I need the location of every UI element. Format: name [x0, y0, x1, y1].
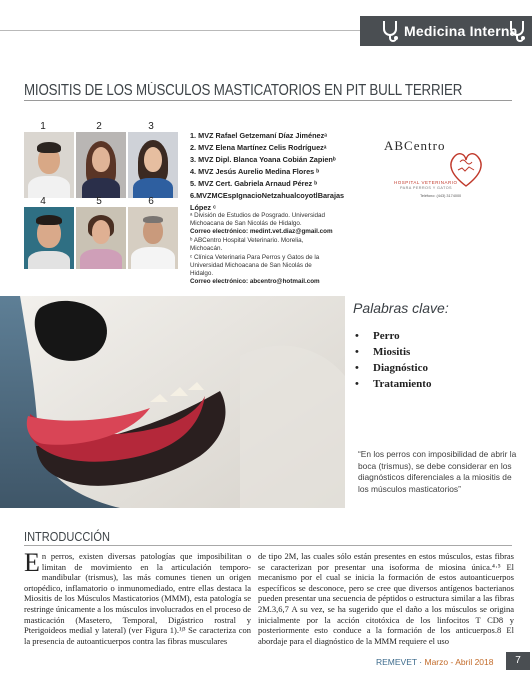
section-heading: INTRODUCCIÓN: [24, 529, 110, 544]
affiliation-a-cont: Michoacana de San Nicolás de Hidalgo.: [190, 220, 302, 227]
photo-number: 1: [40, 121, 46, 132]
photo-number: 3: [148, 121, 154, 132]
body-text: de tipo 2M, las cuales sólo están presentes en estos músculos, estas fibras se caracterizan por presentar una isoforma de miosina única.⁴·⁵ El mecanismo por el cual se inicia la formación de estos autoanticuerpos específicos se desconoce, pero se cree que diversos antígenos bacterianos pueden presentar una secuencia de péptidos o estructura similar a las fibras 2M.3,6,7 A su vez, se ha sugerido que el daño a los músculos se origina inicialmente por la acción citotóxica de los linfocitos T CD8 y posteriormente esto conduce a la formación de los anticuerpos.8 El abordaje para el diagnóstico de la MMM requiere el uso: [258, 551, 514, 646]
author-3: 3. MVZ Dipl. Blanca Yoana Cobián Zapienᵇ: [190, 155, 336, 164]
heading-rule: [24, 545, 512, 546]
photo-number: 2: [96, 121, 102, 132]
clinic-logo-subtitle: HOSPITAL VETERINARIO: [394, 180, 458, 185]
photo-number: 4: [40, 196, 46, 207]
page-number: 7: [506, 652, 530, 670]
author-2: 2. MVZ Elena Martínez Celis Rodríguezᵃ: [190, 143, 327, 152]
body-text: n perros, existen diversas patologías que imposibilitan o limitan de movimiento en la articulación temporo-mandibular (trismus), las más comunes tienen un origen ortopédico, inflamatorio o inmunomediado, entre ellas destaca la Miositis de los Músculos Masticatorios (MMM), esta patología se restringe únicamente a los músculos involucrados en el proceso de masticación (Masetero, Temporal, Digástrico rostral y Pterigoideos medial y lateral) (ver Figura 1).¹ʲ³ Se caracteriza con la presencia de autoanticuerpos contra las fibras musculares: [24, 551, 251, 646]
clinic-logo-name: ABCentro: [384, 138, 446, 153]
dog-photo: [0, 296, 345, 508]
stethoscope-icon: [506, 19, 528, 43]
footer-journal: REMEVET · Marzo - Abril 2018: [376, 657, 494, 667]
affiliation-c-cont2: Hidalgo.: [190, 270, 214, 277]
section-title: Medicina Interna: [404, 23, 518, 39]
header-rule: [0, 30, 360, 31]
title-rule: [24, 100, 512, 101]
keyword-item: • Tratamiento: [355, 378, 432, 390]
author-photo-4: [24, 207, 74, 269]
keyword-item: • Miositis: [355, 346, 411, 358]
affiliation-c-cont: Universidad Michoacana de San Nicolás de: [190, 262, 312, 269]
keyword-item: • Diagnóstico: [355, 362, 428, 374]
keyword-item: • Perro: [355, 330, 400, 342]
author-5: 5. MVZ Cert. Gabriela Arnaud Pérez ᵇ: [190, 179, 318, 188]
author-4: 4. MVZ Jesús Aurelio Medina Flores ᵇ: [190, 167, 320, 176]
photo-number: 6: [148, 196, 154, 207]
author-photo-5: [76, 207, 126, 269]
photo-number: 5: [96, 196, 102, 207]
author-photo-2: [76, 132, 126, 198]
author-1: 1. MVZ Rafael Getzemaní Díaz Jiménezᵃ: [190, 131, 327, 140]
affiliation-b-cont: Michoacán.: [190, 245, 223, 252]
stethoscope-icon: [378, 19, 402, 43]
clinic-logo-tagline: PARA PERROS Y GATOS: [400, 186, 452, 190]
email-a: Correo electrónico: medint.vet.diaz@gmail.com: [190, 228, 333, 235]
body-column-1: [24, 551, 251, 655]
affiliation-b: ᵇ ABCentro Hospital Veterinario. Morelia,: [190, 237, 304, 244]
author-6-cont: López ᶜ: [190, 203, 216, 212]
author-photo-3: [128, 132, 178, 198]
article-title: MIOSITIS DE LOS MÚSCULOS MASTICATORIOS EN PIT BULL TERRIER: [24, 82, 463, 99]
keywords-title: Palabras clave:: [353, 300, 449, 316]
author-photo-6: [128, 207, 178, 269]
email-c: Correo electrónico: abcentro@hotmail.com: [190, 278, 320, 285]
clinic-phone: Teléfono: (443) 3174000: [420, 194, 462, 198]
affiliation-c: ᶜ Clínica Veterinaria Para Perros y Gatos de la: [190, 254, 320, 261]
drop-cap: E: [24, 551, 40, 577]
author-photo-1: [24, 132, 74, 198]
author-6: 6.MVZMCEspIgnacioNetzahualcoyotlBarajas: [190, 191, 345, 200]
pull-quote: “En los perros con imposibilidad de abrir la boca (trismus), se debe considerar en los diagnósticos diferenciales a la miositis de los músculos masticatorios”: [358, 449, 517, 494]
affiliation-a: ᵃ División de Estudios de Posgrado. Universidad: [190, 212, 325, 219]
body-column-2: [258, 551, 514, 655]
